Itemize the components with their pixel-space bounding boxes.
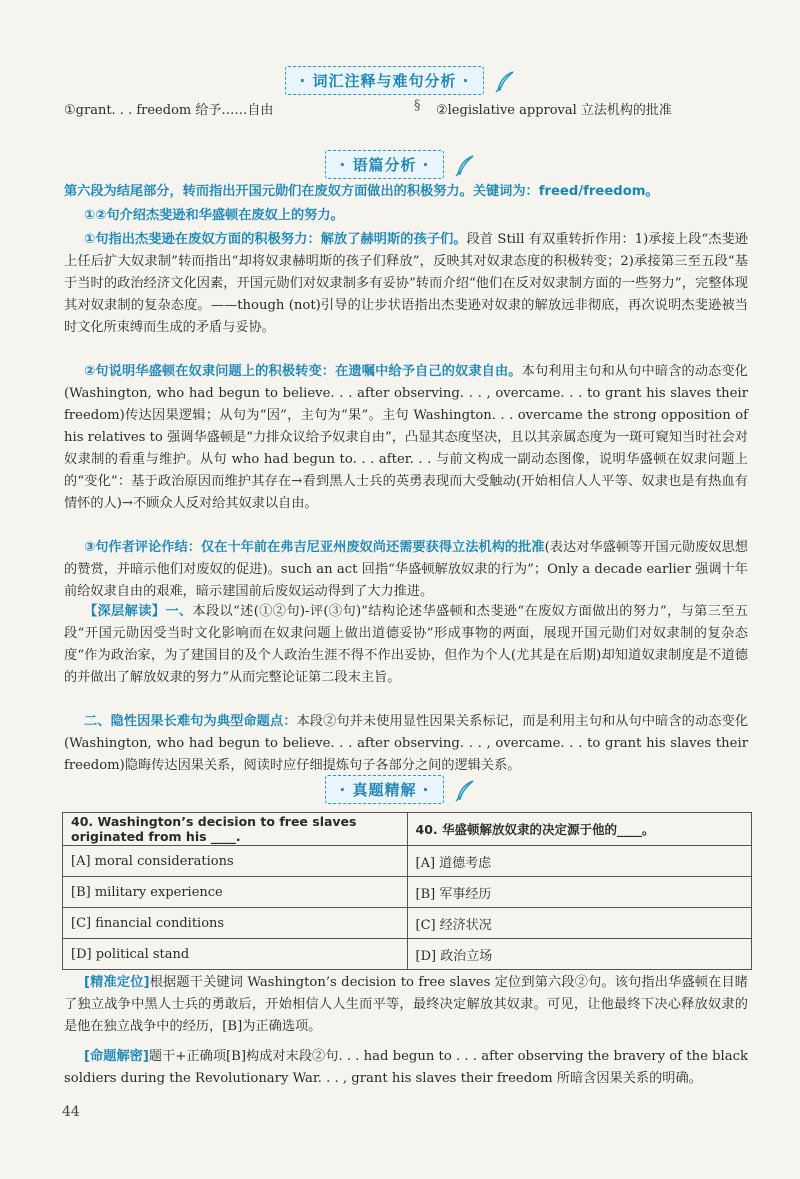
option-en: [D] political stand [63,939,408,970]
option-zh: [A] 道德考虑 [407,846,752,877]
feather-pen-icon [455,780,475,802]
feather-pen-icon [455,155,475,177]
option-zh: [C] 经济状况 [407,908,752,939]
option-zh: [D] 政治立场 [407,939,752,970]
questions-heading-label: · 真题精解 · [325,775,445,804]
p2-topic: ②句说明华盛顿在奴隶问题上的积极转变：在遗嘱中给予自己的奴隶自由。 [84,364,522,379]
analysis-heading-label: · 语篇分析 · [325,150,445,179]
option-row [63,908,752,939]
deep-reading-2-body: 本段②句并未使用显性因果关系标记，而是利用主句和从句中暗含的动态变化(Washington, who had begun to believe. . . after observing. . . , overcame. . . to grant his slaves their freedom)隐晦传达因果关系，阅读时应仔细提炼句子各部分之间的逻辑关系。 [64,714,749,773]
option-row [63,846,752,877]
feather-pen-icon [495,71,515,93]
vocab-item-1: ①grant. . . freedom 给予……自由 [64,103,274,118]
option-en: [B] military experience [63,877,408,908]
analysis-paragraph-2 [64,361,748,515]
question-stem-row [63,813,752,846]
p2-body: 本句利用主句和从句中暗含的动态变化(Washington, who had begun to believe. . . after observing. . . , overcame. . . to grant his slaves their freedom)传达因果逻辑；从句为“因”，主句为“果”。主句 Washington. . . overcame the strong opposition of his relatives to 强调华盛顿是“力排众议给予奴隶自由”，凸显其态度坚决，且以其亲属态度为一斑可窥知当时社会对奴隶制的看重与维护。从句 who had begun to. . . after. . . 与前文构成一副动态图像，说明华盛顿在奴隶问题上的“变化”：基于政治原因而维护其存在→看到黑人士兵的英勇表现而大受触动(开始相信人人平等、奴隶也是有热血有情怀的人)→不顾众人反对给其奴隶以自由。 [64,364,748,511]
analysis-intro-2: ①②句介绍杰斐逊和华盛顿在废奴上的努力。 [84,208,344,223]
deep-reading-1 [64,601,748,689]
vocab-heading [0,66,800,95]
p1-body: 段首 Still 有双重转折作用：1)承接上段“杰斐逊上任后扩大奴隶制”转而指出“却将奴隶赫明斯的孩子们释放”，反映其对奴隶态度的积极转变；2)承接第三至五段“基于当时的政治经济文化因素，开国元勋们对奴隶制多有妥协”转而介绍“他们在反对奴隶制方面的一些努力”，完整体现其对奴隶制的复杂态度。——though (not)引导的让步状语指出杰斐逊对奴隶的解放远非彻底，再次说明杰斐逊被当时文化所束缚而生成的矛盾与妥协。 [64,232,748,335]
vocab-heading-label: · 词汇注释与难句分析 · [285,66,485,95]
vocab-item-2: ②legislative approval 立法机构的批准 [436,103,672,118]
page-number: 44 [62,1104,80,1120]
questions-heading [0,775,800,804]
question-table [62,812,752,970]
decode-label: [命题解密] [84,1049,149,1064]
analysis-paragraph-1 [64,229,748,339]
question-stem-en: 40. Washington’s decision to free slaves originated from his ____. [63,813,408,846]
question-stem-zh: 40. 华盛顿解放奴隶的决定源于他的____。 [407,813,752,846]
explanation-locate [64,972,748,1038]
locate-label: [精准定位] [84,975,150,990]
analysis-paragraph-3 [64,537,748,603]
deep-reading-body: 本段以“述(①②句)-评(③句)”结构论述华盛顿和杰斐逊“在废奴方面做出的努力”，与第三至五段“开国元勋因受当时文化影响而在奴隶问题上做出道德妥协”形成事物的两面，展现开国元勋们对奴隶制的复杂态度“作为政治家，为了建国目的及个人政治生涯不得不作出妥协，但作为个人(尤其是在后期)却知道奴隶制度是不道德的并做出了解放奴隶的努力”从而完整论证第二段末主旨。 [64,604,749,685]
p3-body: (表达对华盛顿等开国元勋废奴思想的赞赏，并暗示他们对废奴的促进)。such an act 回指“华盛顿解放奴隶的行为”；Only a decade earlier 强调十年前给奴隶自由的艰难，暗示建国前后废奴运动得到了大力推进。 [64,540,748,599]
decode-body: 题干+正确项[B]构成对末段②句. . . had begun to . . . after observing the bravery of the black soldiers during the Revolutionary War. . . , grant his slaves their freedom 所暗含因果关系的明确。 [64,1049,749,1086]
option-zh: [B] 军事经历 [407,877,752,908]
analysis-intro-1: 第六段为结尾部分，转而指出开国元勋们在废奴方面做出的积极努力。关键词为：freed/freedom。 [64,184,659,199]
option-en: [C] financial conditions [63,908,408,939]
analysis-heading [0,150,800,179]
deep-reading-2 [64,711,748,777]
p3-topic: ③句作者评论作结：仅在十年前在弗吉尼亚州废奴尚还需要获得立法机构的批准 [84,540,545,555]
deep-reading-head: 一、 [165,604,193,619]
vocab-separator: § [414,98,421,113]
deep-reading-label: 【深层解读】 [84,604,166,619]
p1-topic: ①句指出杰斐逊在废奴方面的积极努力：解放了赫明斯的孩子们。 [84,232,467,247]
option-row [63,877,752,908]
option-row [63,939,752,970]
locate-body: 根据题干关键词 Washington’s decision to free slaves 定位到第六段②句。该句指出华盛顿在目睹了独立战争中黑人士兵的勇敢后，开始相信人人生而平等，最终决定解放其奴隶。可见，让他最终下决心释放奴隶的是他在独立战争中的经历，[B]为正确选项。 [64,975,748,1034]
deep-reading-2-head: 二、隐性因果长难句为典型命题点： [84,714,297,729]
option-en: [A] moral considerations [63,846,408,877]
explanation-decode [64,1046,748,1090]
